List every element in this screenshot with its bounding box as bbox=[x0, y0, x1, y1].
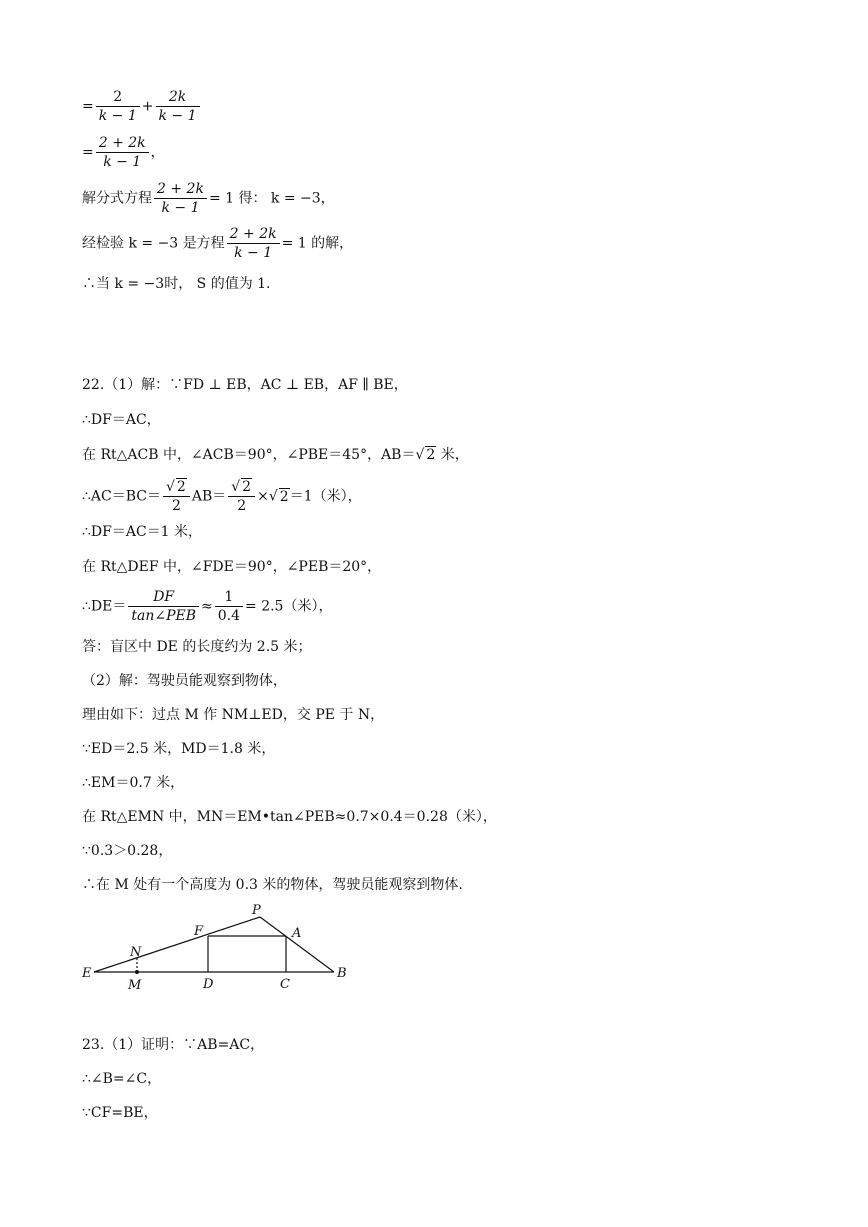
q22-line-11: ∵ED＝2.5 米，MD＝1.8 米， bbox=[82, 741, 276, 757]
denominator: tan∠PEB bbox=[131, 608, 197, 624]
text: 在 Rt△ACB 中，∠ACB＝90°，∠PBE＝45°，AB＝ bbox=[82, 447, 416, 463]
label-B: B bbox=[337, 966, 347, 981]
equation-line-3 bbox=[82, 180, 335, 217]
q23-line-1: 23.（1）证明：∵AB=AC， bbox=[82, 1037, 265, 1053]
equals-sign: = bbox=[82, 98, 94, 115]
label-E: E bbox=[82, 966, 92, 981]
text: ∴DE＝ bbox=[82, 598, 127, 615]
denominator: 2 bbox=[171, 498, 181, 514]
q22-line-5: ∴DF＝AC＝1 米， bbox=[82, 524, 203, 540]
numerator: 2 + 2k bbox=[96, 134, 149, 153]
radicand: 2 bbox=[279, 488, 289, 505]
punctuation: ， bbox=[150, 144, 165, 161]
denominator: k − 1 bbox=[234, 245, 273, 261]
denominator: k − 1 bbox=[158, 108, 197, 124]
times-sign: × bbox=[257, 488, 269, 505]
fraction bbox=[128, 588, 199, 625]
segment-E-P bbox=[94, 917, 260, 972]
numerator: DF bbox=[128, 588, 199, 607]
fraction bbox=[163, 478, 190, 515]
q22-line-2: ∴DF＝AC， bbox=[82, 412, 161, 428]
numerator: √ 2 bbox=[228, 478, 255, 497]
denominator: 2 bbox=[237, 498, 247, 514]
q22-line-13: 在 Rt△EMN 中，MN＝EM•tan∠PEB≈0.7×0.4＝0.28（米）， bbox=[82, 809, 497, 825]
q22-line-3 bbox=[82, 445, 469, 465]
text: ＝1（米）， bbox=[289, 488, 362, 505]
point-M bbox=[135, 970, 139, 974]
text: 解分式方程 bbox=[82, 190, 152, 207]
q22-line-4 bbox=[82, 478, 362, 515]
numerator: 2 bbox=[96, 88, 140, 107]
q23-line-3: ∵CF=BE， bbox=[82, 1105, 158, 1121]
approx-sign: ≈ bbox=[201, 598, 213, 615]
q22-line-12: ∴EM＝0.7 米， bbox=[82, 775, 185, 791]
fraction bbox=[156, 88, 200, 125]
text: = 1 的解， bbox=[281, 235, 354, 252]
fraction bbox=[96, 88, 140, 125]
fraction bbox=[154, 180, 207, 217]
denominator: k − 1 bbox=[161, 200, 200, 216]
numerator: 2 + 2k bbox=[154, 180, 207, 199]
plus-sign: + bbox=[141, 98, 154, 115]
label-P: P bbox=[252, 903, 261, 918]
text: ∴AC＝BC＝ bbox=[82, 488, 161, 505]
q22-line-14: ∵0.3＞0.28， bbox=[82, 843, 173, 859]
fraction bbox=[215, 588, 243, 625]
denominator: k − 1 bbox=[98, 108, 137, 124]
equation-line-4 bbox=[82, 225, 353, 262]
radicand: 2 bbox=[426, 447, 436, 463]
equation-line-1 bbox=[82, 88, 202, 125]
text: AB＝ bbox=[191, 488, 227, 505]
radicand: 2 bbox=[176, 479, 186, 495]
geometry-figure bbox=[80, 900, 360, 995]
text: 米， bbox=[436, 447, 469, 463]
q22-line-8: 答：盲区中 DE 的长度约为 2.5 米； bbox=[82, 639, 312, 655]
q22-line-7 bbox=[82, 588, 332, 625]
label-F: F bbox=[194, 924, 204, 939]
label-M: M bbox=[128, 978, 142, 993]
fraction bbox=[96, 134, 149, 171]
q22-line-9: （2）解：驾驶员能观察到物体， bbox=[82, 673, 287, 689]
conclusion-line: ∴当 k = −3时， S 的值为 1. bbox=[82, 276, 271, 292]
q22-line-1: 22.（1）解：∵FD ⊥ EB，AC ⊥ EB，AF ∥ BE， bbox=[82, 377, 408, 393]
label-A: A bbox=[292, 926, 302, 941]
equation-line-2 bbox=[82, 134, 165, 171]
denominator: 0.4 bbox=[217, 608, 241, 624]
q22-line-15: ∴在 M 处有一个高度为 0.3 米的物体，驾驶员能观察到物体. bbox=[82, 877, 463, 893]
fraction bbox=[227, 225, 280, 262]
label-D: D bbox=[203, 977, 214, 992]
denominator: k − 1 bbox=[103, 154, 142, 170]
equals-sign: = bbox=[82, 144, 94, 161]
numerator: 1 bbox=[215, 588, 243, 607]
q22-line-10: 理由如下：过点 M 作 NM⊥ED，交 PE 于 N， bbox=[82, 707, 385, 723]
numerator: √ 2 bbox=[163, 478, 190, 497]
text: = 2.5（米）， bbox=[245, 598, 333, 615]
sqrt-sign: √ bbox=[415, 447, 425, 463]
text: 经检验 k = −3 是方程 bbox=[82, 235, 225, 252]
q22-line-6: 在 Rt△DEF 中，∠FDE＝90°，∠PEB＝20°， bbox=[82, 559, 382, 575]
radicand: 2 bbox=[242, 479, 252, 495]
fraction bbox=[228, 478, 255, 515]
numerator: 2k bbox=[156, 88, 200, 107]
q23-line-2: ∴∠B=∠C， bbox=[82, 1071, 162, 1087]
sqrt-sign: √ bbox=[268, 488, 278, 505]
numerator: 2 + 2k bbox=[227, 225, 280, 244]
label-C: C bbox=[280, 977, 290, 992]
text: = 1 得： k = −3， bbox=[208, 190, 335, 207]
label-N: N bbox=[130, 945, 142, 960]
